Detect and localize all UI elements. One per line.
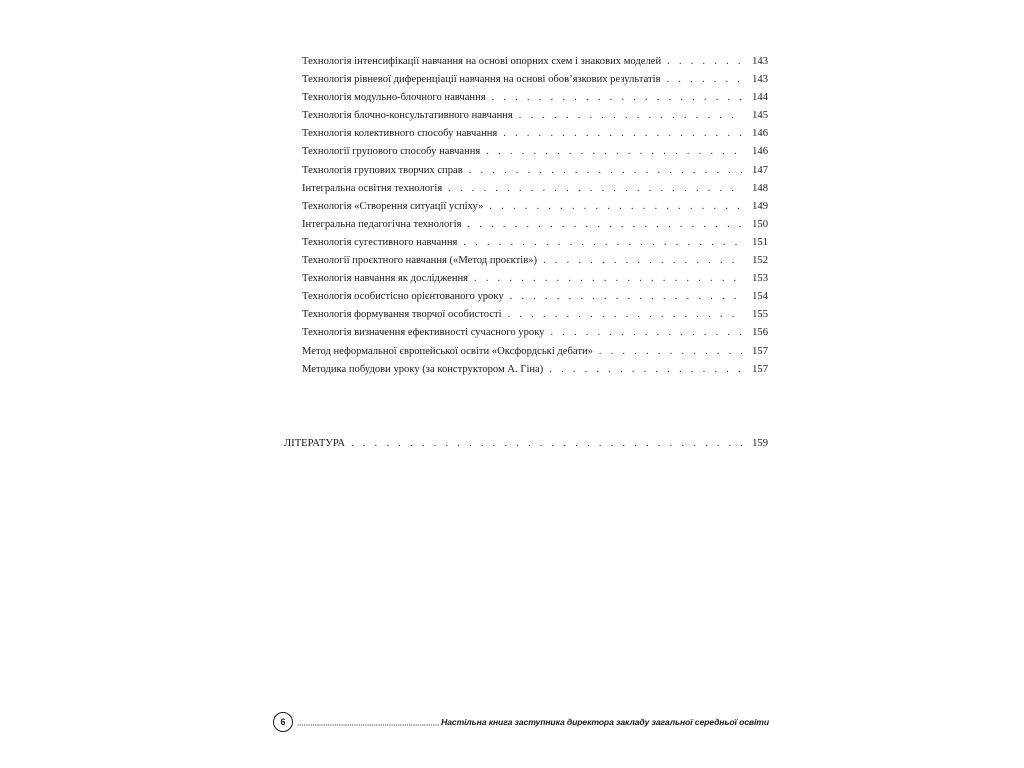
toc-entry-title: Інтегральна педагогічна технологія xyxy=(302,218,462,230)
toc-entry xyxy=(302,306,768,324)
literature-page: 159 xyxy=(752,438,768,449)
toc-entry-page: 155 xyxy=(752,309,768,321)
toc-entry-title: Технологія модульно-блочного навчання xyxy=(302,92,486,104)
toc-entry-page: 156 xyxy=(752,327,768,339)
toc-entry-title: Технологія формування творчої особистості xyxy=(302,309,502,321)
toc-leader-dots xyxy=(351,435,742,453)
toc-entry xyxy=(302,288,768,306)
toc-entry-title: Технологія сугестивного навчання xyxy=(302,236,458,248)
toc-entry-page: 146 xyxy=(752,146,768,158)
toc-entry xyxy=(302,89,768,107)
toc-leader-dots xyxy=(519,107,742,125)
toc-entry xyxy=(302,324,768,342)
toc-leader-dots xyxy=(549,361,742,379)
toc-entry xyxy=(302,143,768,161)
toc-entry xyxy=(302,198,768,216)
toc-entry-title: Технологія блочно-консультативного навчання xyxy=(302,110,513,122)
toc-leader-dots xyxy=(468,216,742,234)
page-number: 6 xyxy=(280,717,286,727)
toc-entry-page: 143 xyxy=(752,74,768,86)
toc-leader-dots xyxy=(503,125,742,143)
toc-entry xyxy=(302,53,768,71)
toc-entry-page: 144 xyxy=(752,92,768,104)
toc-entry-title: Інтегральна освітня технологія xyxy=(302,182,443,194)
toc-entry-page: 145 xyxy=(752,110,768,122)
toc-entry-title: Технологія рівневої диференціації навчання на основі обов’язкових результатів xyxy=(302,74,661,86)
toc-leader-dots xyxy=(667,53,742,71)
footer-book-title: Настільна книга заступника директора закладу загальної середньої освіти xyxy=(441,717,769,727)
footer-leader-dots xyxy=(297,720,439,730)
toc-entry xyxy=(302,361,768,379)
toc-leader-dots xyxy=(550,324,742,342)
toc-entry-title: Технологія інтенсифікації навчання на основі опорних схем і знакових моделей xyxy=(302,56,662,67)
toc-entry-title: Технології групового способу навчання xyxy=(302,146,481,158)
toc-entry xyxy=(302,162,768,180)
toc-entry-page: 151 xyxy=(752,236,768,248)
page-number-badge xyxy=(273,712,293,732)
toc-entry xyxy=(302,252,768,270)
toc-entry-title: Технологія колективного способу навчання xyxy=(302,128,498,140)
toc-leader-dots xyxy=(667,71,742,89)
toc-entry-title: Технологія особистісно орієнтованого уроку xyxy=(302,291,504,303)
toc-leader-dots xyxy=(510,288,742,306)
toc-leader-dots xyxy=(492,89,742,107)
toc-entry-page: 157 xyxy=(752,363,768,375)
toc-entry xyxy=(302,125,768,143)
toc-entry-page: 146 xyxy=(752,128,768,140)
toc-entry-page: 153 xyxy=(752,273,768,285)
toc-entry-page: 143 xyxy=(752,56,768,67)
toc-entry-title: Технологія «Створення ситуації успіху» xyxy=(302,200,484,212)
toc-entry-literature xyxy=(284,435,768,453)
toc-entry-title: Технологія навчання як дослідження xyxy=(302,273,469,285)
toc-entry xyxy=(302,180,768,198)
toc-entry-page: 147 xyxy=(752,164,768,176)
toc-leader-dots xyxy=(469,162,742,180)
toc-entry-title: Методика побудови уроку (за конструктором А. Гіна) xyxy=(302,363,544,375)
toc-entry-page: 152 xyxy=(752,255,768,267)
page-footer xyxy=(273,710,769,734)
toc-entry-title: Технологія групових творчих справ xyxy=(302,164,463,176)
table-of-contents xyxy=(302,53,768,379)
toc-entry xyxy=(302,71,768,89)
toc-entry-page: 150 xyxy=(752,218,768,230)
toc-leader-dots xyxy=(508,306,742,324)
toc-entry xyxy=(302,234,768,252)
toc-leader-dots xyxy=(599,343,742,361)
toc-leader-dots xyxy=(463,234,742,252)
toc-leader-dots xyxy=(489,198,742,216)
toc-entry-title: Технології проєктного навчання («Метод проєктів») xyxy=(302,255,538,267)
toc-entry-page: 148 xyxy=(752,182,768,194)
literature-title: ЛІТЕРАТУРА xyxy=(284,438,346,449)
toc-entry xyxy=(302,216,768,234)
toc-entry-title: Метод неформальної європейської освіти «Оксфордські дебати» xyxy=(302,345,593,357)
toc-entry xyxy=(302,343,768,361)
toc-leader-dots xyxy=(448,180,742,198)
toc-entry-page: 157 xyxy=(752,345,768,357)
toc-leader-dots xyxy=(486,143,742,161)
toc-entry-page: 149 xyxy=(752,200,768,212)
toc-entry xyxy=(302,270,768,288)
toc-entry-page: 154 xyxy=(752,291,768,303)
toc-entry xyxy=(302,107,768,125)
toc-leader-dots xyxy=(474,270,742,288)
toc-leader-dots xyxy=(543,252,742,270)
toc-entry-title: Технологія визначення ефективності сучасного уроку xyxy=(302,327,545,339)
